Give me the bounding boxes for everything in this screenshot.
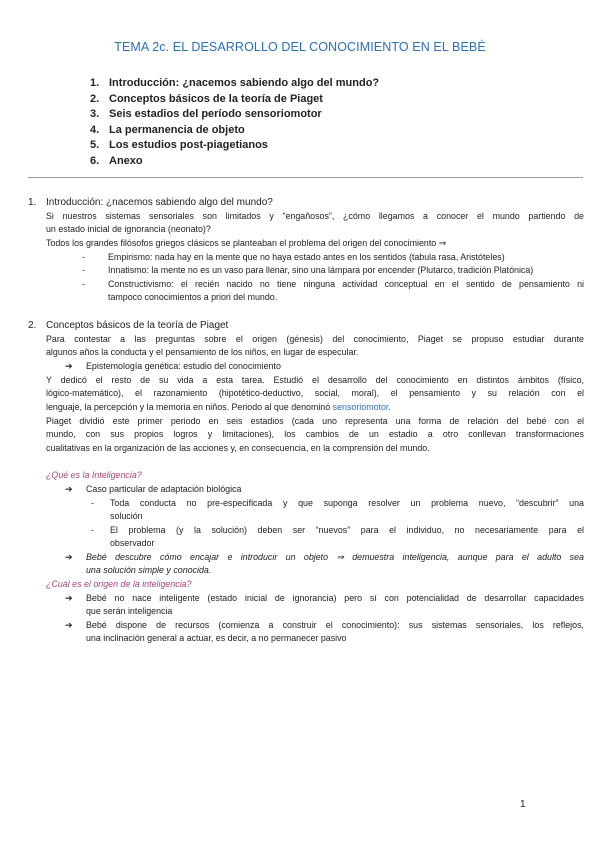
question-heading: ¿Qué es la Inteligencia? — [46, 470, 142, 480]
toc-item: 6. Anexo — [90, 154, 143, 167]
paragraph-line: Si nuestros sistemas sensoriales son limitados y “engañosos”, ¿cómo llegamos a conocer el mundo partiendo de — [46, 211, 584, 221]
table-of-contents — [90, 76, 379, 170]
toc-item: 3. Seis estadios del período sensoriomotor — [90, 108, 322, 121]
toc-item: 5. Los estudios post-piagetianos — [90, 139, 268, 152]
list-item: observador — [110, 538, 155, 548]
list-item: Epistemología genética: estudio del conocimiento — [86, 361, 281, 371]
list-item: Innatismo: la mente no es un vaso para llenar, sino una lámpara por encender (Plutarco, tradición Platónica) — [108, 265, 534, 275]
arrow-icon: ➔ — [65, 620, 73, 630]
list-item: tampoco conocimientos a priori del mundo. — [108, 292, 278, 302]
list-item: Caso particular de adaptación biológica — [86, 484, 242, 494]
dash-bullet: - — [91, 498, 94, 508]
paragraph-line: lenguaje, la percepción y la memoria en niños. Periodo al que denominó sensoriomotor. — [46, 402, 391, 412]
toc-item: 4. La permanencia de objeto — [90, 123, 245, 136]
paragraph-line: lógico-matemático), el razonamiento (hipotético-deductivo, social, moral), el pensamiento y su relación con el — [46, 388, 584, 398]
sensoriomotor-link[interactable]: sensoriomotor — [332, 402, 389, 412]
paragraph-line: Y dedicó el resto de su vida a esta tarea. Estudió el desarrollo del conocimiento en distintos ámbitos (físico, — [46, 375, 584, 385]
list-item: El problema (y la solución) deben ser “nuevos” para el individuo, no necesariamente para el — [110, 525, 584, 535]
paragraph-line: algunos años la conducta y el pensamiento de los niños, en lugar de especular. — [46, 347, 359, 357]
list-item: una inclinación general a actuar, es decir, a no permanecer pasivo — [86, 633, 347, 643]
question-heading: ¿Cuál es el origen de la inteligencia? — [46, 579, 192, 589]
dash-bullet: - — [91, 525, 94, 535]
section-number: 2. — [28, 320, 37, 331]
list-item: solución — [110, 511, 143, 521]
arrow-icon: ➔ — [65, 484, 73, 494]
toc-item: 1. Introducción: ¿nacemos sabiendo algo del mundo? — [90, 77, 380, 89]
paragraph-line: cualitativas en la organización de las acciones y, en consecuencia, en la comprensión del mundo. — [46, 443, 430, 453]
dash-bullet: - — [82, 279, 85, 289]
paragraph-line: Todos los grandes filósofos griegos clásicos se planteaban el problema del origen del conocimiento ⇒ — [46, 238, 447, 248]
list-item: Constructivismo: el recién nacido no tiene ninguna actividad conceptual en el sentido de pensamiento ni — [108, 279, 584, 289]
paragraph-line: Piaget dividió este primer periodo en seis estadios (cada uno representa una forma de relación del bebé con el — [46, 416, 584, 426]
section-number: 1. — [28, 197, 37, 208]
divider — [28, 177, 583, 178]
toc-item: 2. Conceptos básicos de la teoría de Piaget — [90, 92, 323, 105]
section-heading: Introducción: ¿nacemos sabiendo algo del mundo? — [46, 197, 273, 208]
list-item: Bebé dispone de recursos (comienza a construir el conocimiento): sus sistemas sensoriales, los reflejos, — [86, 620, 584, 630]
dash-bullet: - — [82, 252, 85, 262]
list-item: Toda conducta no pre-especificada y que suponga resolver un problema nuevo, “descubrir” una — [110, 498, 584, 508]
dash-bullet: - — [82, 265, 85, 275]
page-title: TEMA 2c. EL DESARROLLO DEL CONOCIMIENTO EN EL BEBÉ — [114, 40, 486, 54]
list-item: Empirismo: nada hay en la mente que no haya estado antes en los sentidos (tabula rasa, Aristóteles) — [108, 252, 505, 262]
arrow-icon: ➔ — [65, 361, 73, 371]
page-number: 1 — [520, 799, 526, 810]
list-item: que serán inteligencia — [86, 606, 173, 616]
list-item: Bebé no nace inteligente (estado inicial de ignorancia) pero sí con potencialidad de desarrollar capacidades — [86, 593, 584, 603]
paragraph-line: Para contestar a las preguntas sobre el origen (génesis) del conocimiento, Piaget se propuso estudiar durante — [46, 334, 584, 344]
list-item: Bebé descubre cómo encajar e introducir un objeto ⇒ demuestra inteligencia, aunque para el adulto sea — [86, 552, 584, 562]
paragraph-line: un estado inicial de ignorancia (neonato)? — [46, 224, 211, 234]
arrow-icon: ➔ — [65, 552, 73, 562]
list-item: una solución simple y conocida. — [86, 565, 212, 575]
paragraph-line: mundo, con sus propios logros y limitaciones), los cambios de un estadio a otro conllevan transformaciones — [46, 429, 584, 439]
section-heading: Conceptos básicos de la teoría de Piaget — [46, 320, 229, 331]
arrow-icon: ➔ — [65, 593, 73, 603]
